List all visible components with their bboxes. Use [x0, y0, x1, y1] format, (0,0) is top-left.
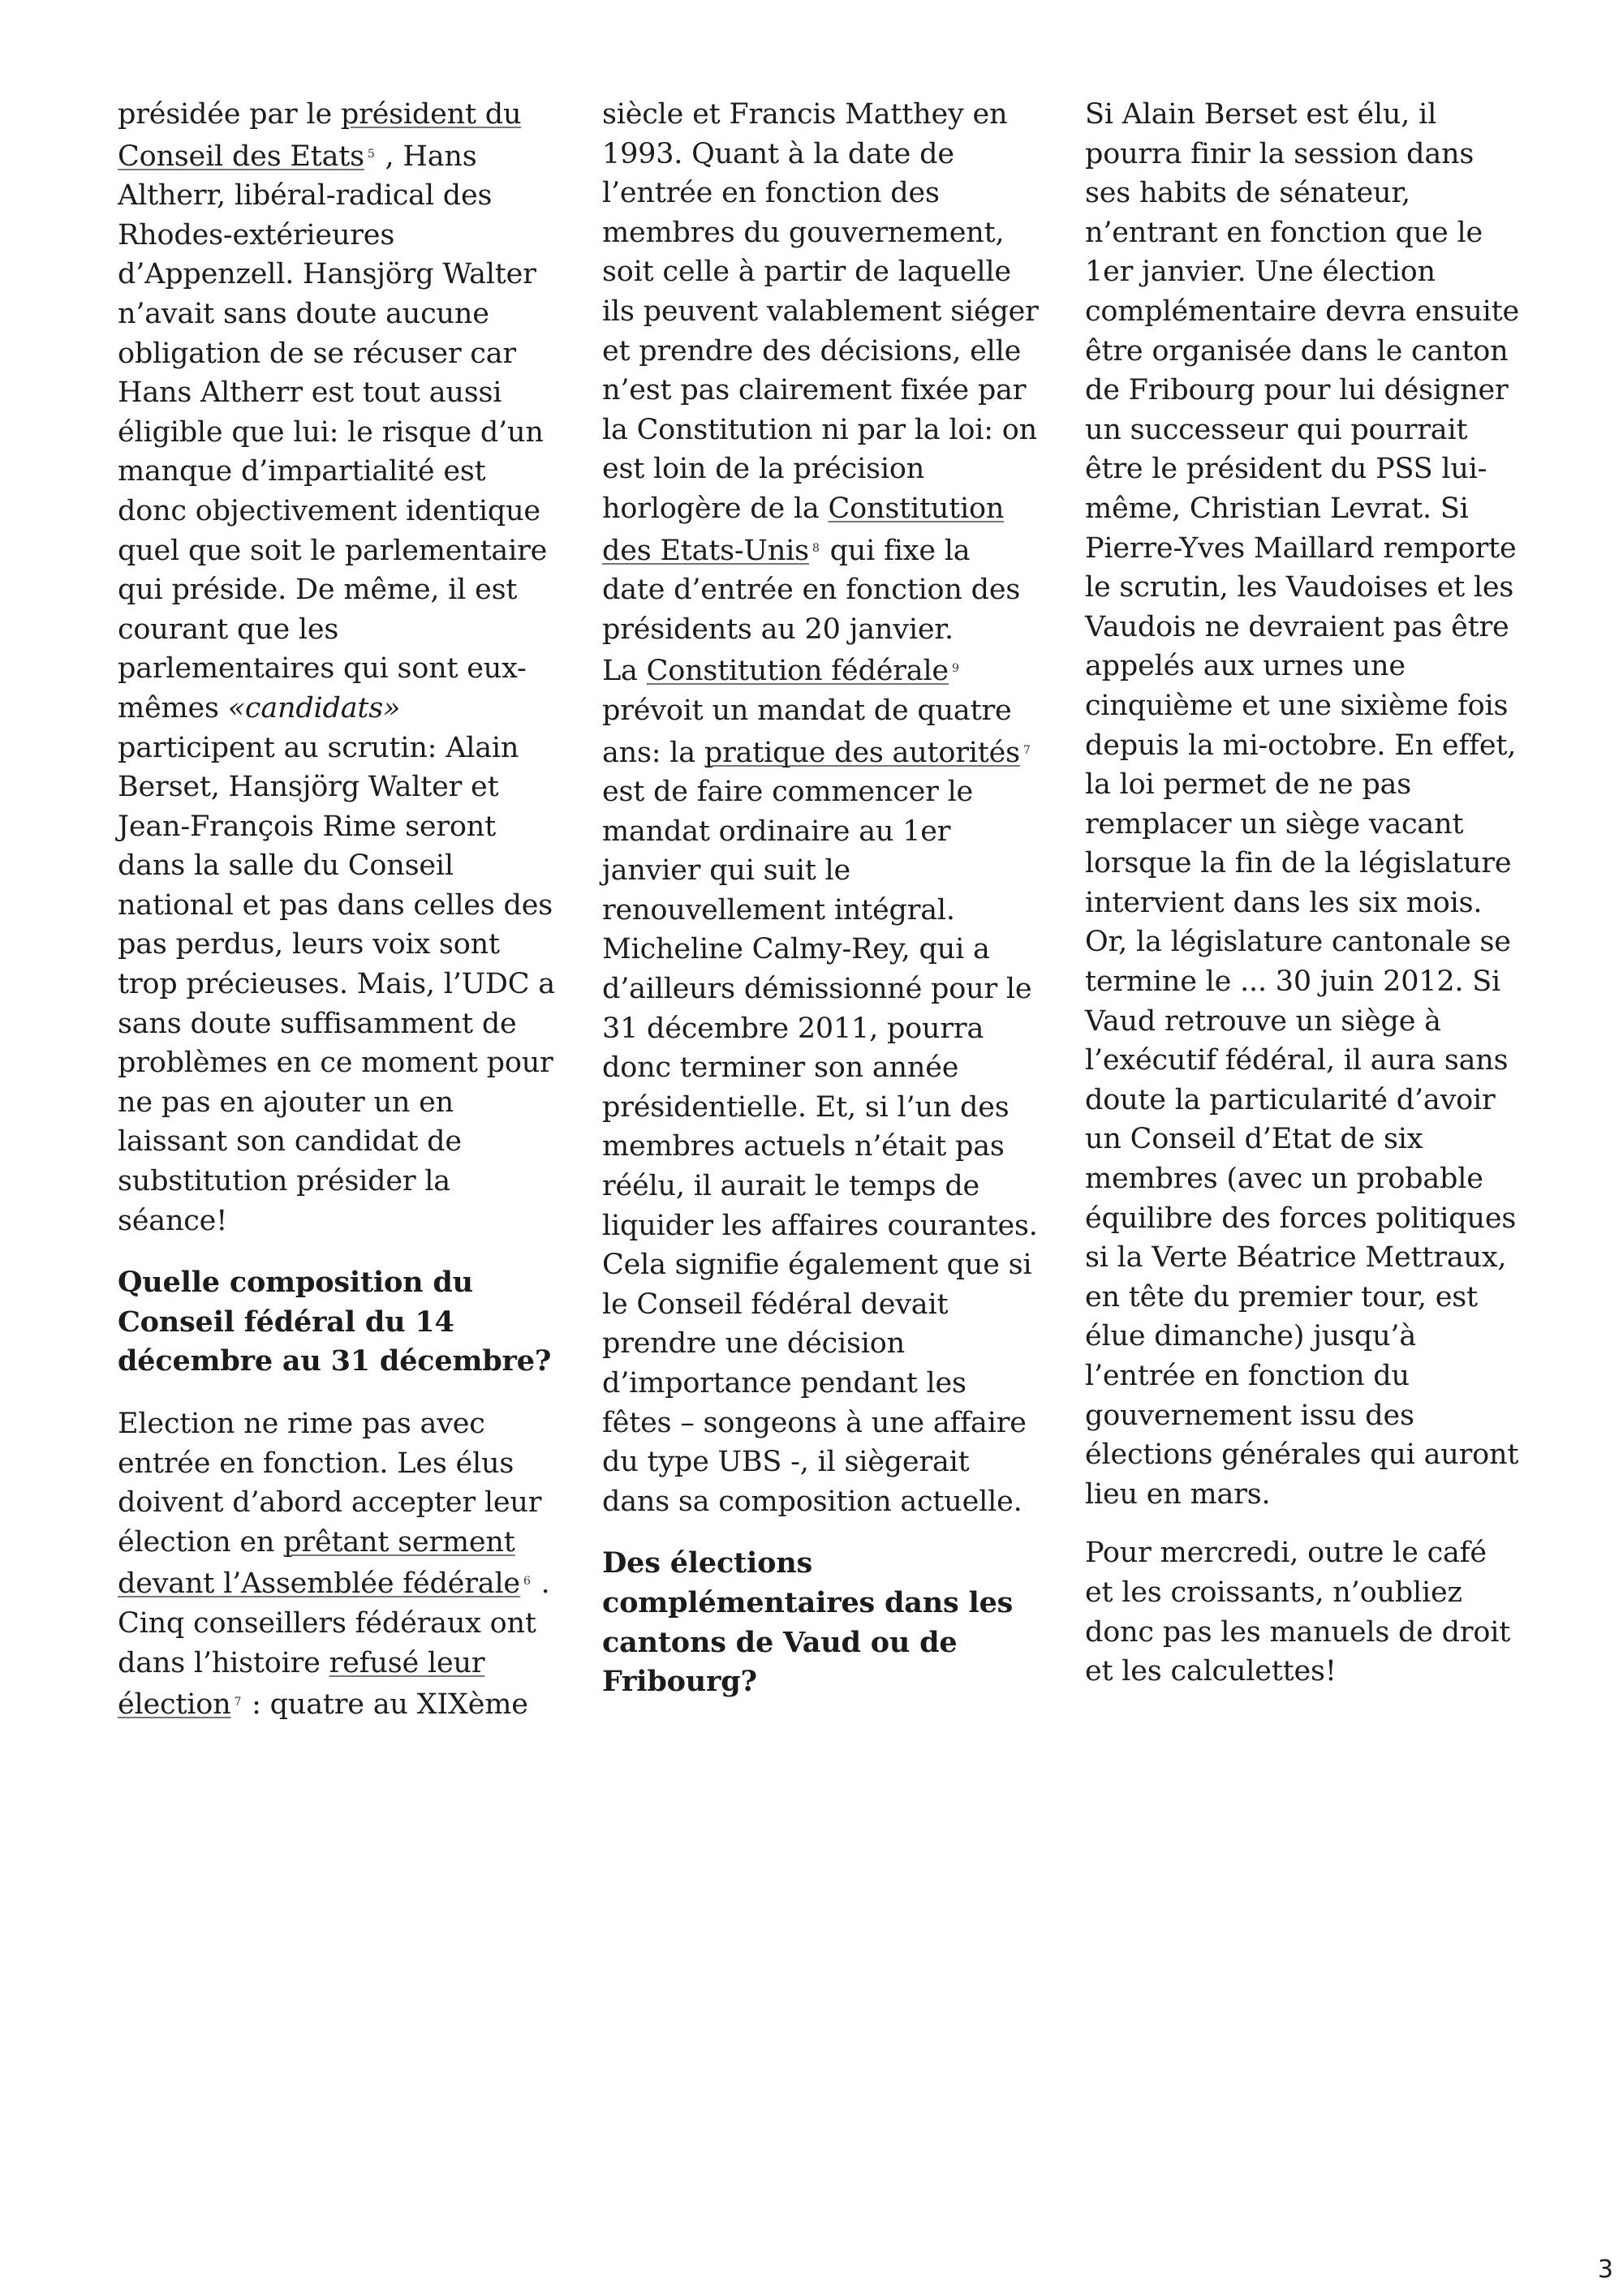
text-run: , Hans Altherr, libéral-radical des Rhodes-extérieures d’Appenzell. Hansjörg Walter n’avait sans doute aucune obligation de se récuser car Hans Altherr est tout aussi éligible que lui: le risque d’un manque d’impartialité est donc objectivement identique quel que soit le parlementaire qui préside. De même, il est courant que les parlementaires qui sont eux-mêmes	[118, 140, 548, 724]
column-3	[1085, 95, 1523, 1711]
col2-paragraph-2	[602, 649, 1040, 1521]
column-2	[602, 95, 1040, 1725]
text-run: : quatre au XIXème	[243, 1688, 528, 1722]
footnote-ref-6[interactable]: 6	[523, 1575, 531, 1589]
col1-paragraph-2	[118, 1404, 556, 1725]
section-heading-elections-complementaires: Des élections complémentaires dans les cantons de Vaud ou de Fribourg?	[602, 1546, 1014, 1699]
text-run: siècle et Francis Matthey en 1993. Quant à la date de l’entrée en fonction des membres du gouvernement, soit celle à partir de laquelle ils peuvent valablement siéger et prendre des décisions, elle n’est pas clairement fixée par la Constitution ni par la loi: on est loin de la précision horlogère de la	[602, 98, 1039, 525]
link-pratique-des-autorites[interactable]: pratique des autorités	[704, 736, 1020, 769]
link-constitution-etats-unis[interactable]: Constitution des Etats-Unis	[602, 492, 1005, 567]
footnote-ref-8[interactable]: 8	[812, 541, 820, 555]
footnote-ref-7b[interactable]: 7	[1022, 743, 1031, 757]
page-number: 3	[1597, 2255, 1613, 2284]
text-run: qui fixe la date d’entrée en fonction des présidents au 20 janvier.	[602, 534, 1021, 646]
text-run: présidée par le	[118, 98, 341, 131]
text-run: prévoit un mandat de quatre ans: la	[602, 694, 1012, 769]
link-pretant-serment[interactable]: prêtant serment devant l’Assemblée fédérale	[118, 1525, 520, 1601]
text-run: Election ne rime pas avec entrée en fonction. Les élus doivent d’abord accepter leur élection en	[118, 1408, 542, 1559]
text-run: participent au scrutin: Alain Berset, Hansjörg Walter et Jean-François Rime seront dans la salle du Conseil national et pas dans celles des pas perdus, leurs voix sont trop précieuses. Mais, l’UDC a sans doute suffisamment de problèmes en ce moment pour ne pas en ajouter un en laissant son candidat de substitution présider la séance!	[118, 731, 555, 1237]
link-refuse-leur-election[interactable]: refusé leur élection	[118, 1646, 485, 1722]
text-run: est de faire commencer le mandat ordinaire au 1er janvier qui suit le renouvellement intégral. Micheline Calmy-Rey, qui a d’ailleurs démissionné pour le 31 décembre 2011, pourra donc terminer son année présidentielle. Et, si l’un des membres actuels n’était pas réélu, il aurait le temps de liquider les affaires courantes. Cela signifie également que si le Conseil fédéral devait prendre une décision d’importance pendant les fêtes – songeons à une affaire du type UBS -, il siègerait dans sa composition actuelle.	[602, 776, 1038, 1518]
text-run: . Cinq conseillers fédéraux ont dans l’histoire	[118, 1567, 550, 1679]
col1-paragraph-1	[118, 95, 556, 1240]
section-heading-composition: Quelle composition du Conseil fédéral du 14 décembre au 31 décembre?	[118, 1266, 552, 1378]
text-run: La	[602, 655, 647, 688]
emphasis-candidats: «candidats»	[227, 691, 401, 724]
col3-paragraph-2: Pour mercredi, outre le café et les croissants, n’oubliez donc pas les manuels de droit et les calculettes!	[1085, 1537, 1511, 1688]
footnote-ref-5[interactable]: 5	[367, 147, 375, 161]
link-constitution-federale[interactable]: Constitution fédérale	[646, 655, 949, 688]
footnote-ref-7[interactable]: 7	[234, 1696, 242, 1709]
col2-paragraph-1	[602, 95, 1040, 649]
link-president-conseil-des-etats[interactable]: président du Conseil des Etats	[118, 98, 522, 173]
column-1	[118, 95, 556, 1725]
col3-paragraph-1: Si Alain Berset est élu, il pourra finir la session dans ses habits de sénateur, n’entrant en fonction que le 1er janvier. Une élection complémentaire devra ensuite être organisée dans le canton de Fribourg pour lui désigner un successeur qui pourrait être le président du PSS lui-même, Christian Levrat. Si Pierre-Yves Maillard remporte le scrutin, les Vaudoises et les Vaudois ne devraient pas être appelés aux urnes une cinquième et une sixième fois depuis la mi-octobre. En effet, la loi permet de ne pas remplacer un siège vacant lorsque la fin de la législature intervient dans les six mois. Or, la législature cantonale se termine le ... 30 juin 2012. Si Vaud retrouve un siège à l’exécutif fédéral, il aura sans doute la particularité d’avoir un Conseil d’Etat de six membres (avec un probable équilibre des forces politiques si la Verte Béatrice Mettraux, en tête du premier tour, est élue dimanche) jusqu’à l’entrée en fonction du gouvernement issu des élections générales qui auront lieu en mars.	[1085, 98, 1520, 1511]
footnote-ref-9[interactable]: 9	[951, 662, 959, 676]
